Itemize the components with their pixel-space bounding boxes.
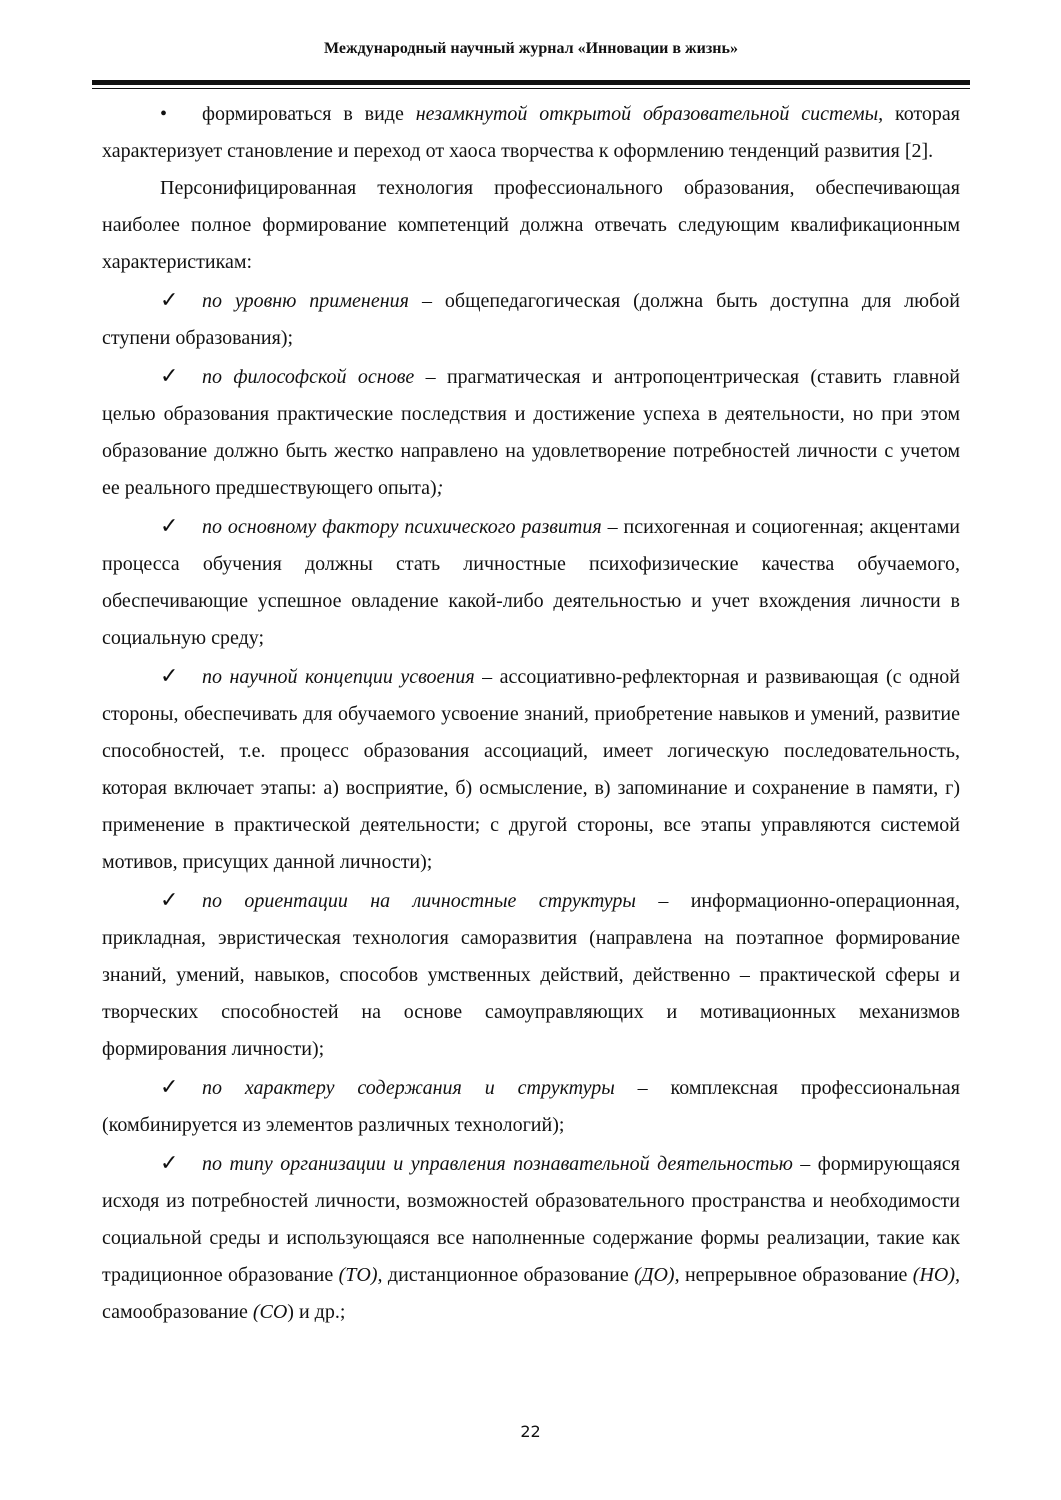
page-number: 22 — [520, 1422, 541, 1441]
bullet-marker: • — [160, 103, 168, 125]
criterion-item — [102, 507, 960, 657]
criterion-text: непрерывное образование — [679, 1264, 913, 1286]
criterion-term: по уровню применения — [202, 290, 409, 312]
criterion-text: – психогенная и социогенная; акцентами процесса обучения должны стать личностные психофизические качества обучаемого, обеспечивающие успешное овладение какой-либо деятельностью и учет вхождения личности в социальную среду; — [102, 516, 960, 649]
abbr-so: (СО — [252, 1301, 288, 1323]
criterion-text: – формирующаяся исходя из потребностей личности, возможностей образовательного пространства и необходимости социальной среды и использующаяся все наполненные содержание формы реализации, такие как традиционное образование — [102, 1153, 960, 1286]
intro-paragraph: Персонифицированная технология профессионального образования, обеспечивающая наиболее полное формирование компетенций должна отвечать следующим квалификационным характеристикам: — [102, 177, 960, 273]
criterion-term: по типу организации и управления познавательной деятельностью — [202, 1153, 793, 1175]
bullet-rest: которая характеризует становление и переход от хаоса творчества к оформлению тенденций развития [2]. — [102, 103, 960, 162]
criterion-term: по основному фактору психического развития — [202, 516, 602, 538]
check-mark-icon: ✓ — [160, 287, 179, 312]
check-mark-icon: ✓ — [160, 513, 179, 538]
check-mark-icon: ✓ — [160, 1074, 179, 1099]
criterion-item-last — [102, 1144, 960, 1331]
criterion-term: по характеру содержания и структуры — [202, 1077, 615, 1099]
abbr-no: (НО), — [912, 1264, 960, 1286]
journal-header: Международный научный журнал «Инновации в жизнь» — [324, 40, 738, 57]
criterion-item — [102, 1068, 960, 1144]
criterion-text: ) и др.; — [287, 1301, 346, 1323]
criterion-text: – общепедагогическая (должна быть доступна для любой ступени образования); — [102, 290, 960, 349]
header-rule-thin — [92, 88, 970, 89]
bullet-emphasis: незамкнутой открытой образовательной системы, — [415, 103, 884, 125]
criterion-item — [102, 281, 960, 357]
abbr-to: (ТО), — [338, 1264, 383, 1286]
criterion-term: по научной концепции усвоения — [202, 666, 475, 688]
criterion-item — [102, 881, 960, 1068]
criterion-term: по ориентации на личностные структуры — [202, 890, 636, 912]
criterion-text: дистанционное образование — [382, 1264, 635, 1286]
check-mark-icon: ✓ — [160, 1150, 179, 1175]
criterion-item — [102, 357, 960, 507]
criterion-text: – прагматическая и антропоцентрическая (ставить главной целью образования практические последствия и достижение успеха в деятельности, но при этом образование должно быть жестко направлено на удовлетворение потребностей личности с учетом ее реального предшествующего опыта) — [102, 366, 961, 499]
criterion-text: – ассоциативно-рефлекторная и развивающая (с одной стороны, обеспечивать для обучаемого усвоение знаний, приобретение навыков и умений, развитие способностей, т.е. процесс образования ассоциаций, имеет логическую последовательность, которая включает этапы: а) восприятие, б) осмысление, в) запоминание и сохранение в памяти, г) применение в практической деятельности; с другой стороны, все этапы управляются системой мотивов, присущих данной личности); — [102, 666, 960, 873]
bullet-paragraph — [102, 96, 960, 170]
criterion-tail: ; — [436, 477, 444, 499]
criterion-text: – комплексная профессиональная (комбинируется из элементов различных технологий); — [102, 1077, 960, 1136]
criterion-text: – информационно-операционная, прикладная, эвристическая технология саморазвития (направлена на поэтапное формирование знаний, умений, навыков, способов умственных действий, действенно – практической сферы и творческих способностей на основе самоуправляющих и мотивационных механизмов формирования личности); — [102, 890, 960, 1060]
bullet-lead: формироваться в виде — [202, 103, 416, 125]
article-body — [102, 96, 960, 1331]
criterion-text: самообразование — [102, 1301, 253, 1323]
check-mark-icon: ✓ — [160, 663, 179, 688]
check-mark-icon: ✓ — [160, 887, 179, 912]
check-mark-icon: ✓ — [160, 363, 179, 388]
header-rule-thick — [92, 80, 970, 85]
abbr-do: (ДО), — [634, 1264, 680, 1286]
criterion-term: по философской основе — [202, 366, 415, 388]
criterion-item — [102, 657, 960, 881]
